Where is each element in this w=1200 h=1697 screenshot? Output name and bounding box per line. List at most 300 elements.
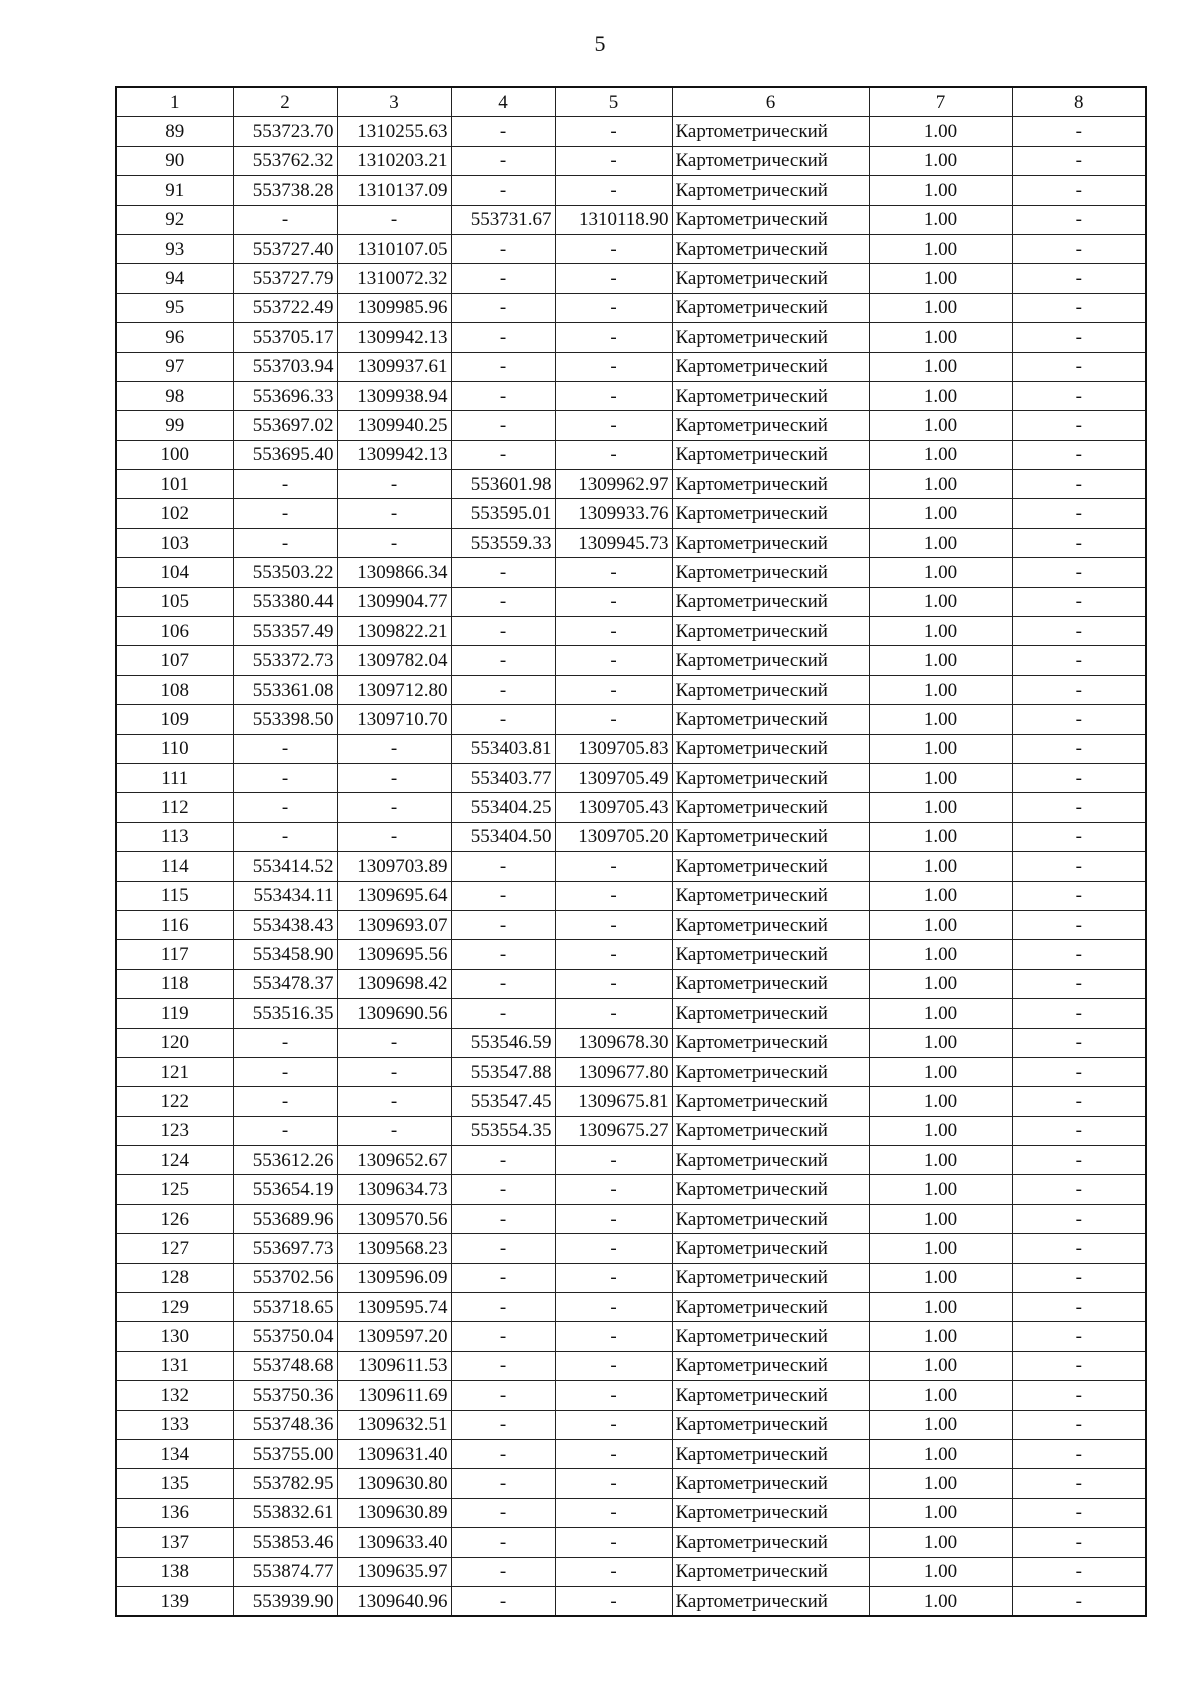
x-coordinate-alt-cell: 553547.45	[451, 1087, 555, 1116]
table-row	[116, 558, 1146, 587]
accuracy-cell: 1.00	[869, 1586, 1012, 1616]
note-cell: -	[1012, 1087, 1146, 1116]
y-coordinate-cell: 1309652.67	[337, 1146, 451, 1175]
x-coordinate-cell: 553380.44	[233, 587, 337, 616]
x-coordinate-cell: 553434.11	[233, 881, 337, 910]
accuracy-cell: 1.00	[869, 852, 1012, 881]
accuracy-cell: 1.00	[869, 881, 1012, 910]
note-cell: -	[1012, 1057, 1146, 1086]
x-coordinate-alt-cell: -	[451, 146, 555, 175]
note-cell: -	[1012, 1175, 1146, 1204]
point-number-cell: 116	[116, 910, 233, 939]
column-header: 5	[555, 87, 672, 117]
note-cell: -	[1012, 440, 1146, 469]
table-row	[116, 734, 1146, 763]
x-coordinate-cell: 553697.02	[233, 411, 337, 440]
y-coordinate-alt-cell: -	[555, 440, 672, 469]
accuracy-cell: 1.00	[869, 352, 1012, 381]
table-row	[116, 999, 1146, 1028]
y-coordinate-cell: -	[337, 499, 451, 528]
y-coordinate-alt-cell: -	[555, 910, 672, 939]
column-header: 3	[337, 87, 451, 117]
accuracy-cell: 1.00	[869, 969, 1012, 998]
point-number-cell: 117	[116, 940, 233, 969]
table-row	[116, 1116, 1146, 1145]
y-coordinate-alt-cell: -	[555, 1498, 672, 1527]
x-coordinate-cell: 553832.61	[233, 1498, 337, 1527]
note-cell: -	[1012, 1381, 1146, 1410]
y-coordinate-cell: 1309568.23	[337, 1234, 451, 1263]
x-coordinate-alt-cell: -	[451, 675, 555, 704]
y-coordinate-alt-cell: 1309675.81	[555, 1087, 672, 1116]
x-coordinate-cell: 553702.56	[233, 1263, 337, 1292]
y-coordinate-alt-cell: -	[555, 176, 672, 205]
table-row	[116, 1586, 1146, 1616]
point-number-cell: 115	[116, 881, 233, 910]
method-cell: Картометрический	[672, 763, 869, 792]
x-coordinate-cell: -	[233, 528, 337, 557]
method-cell: Картометрический	[672, 528, 869, 557]
table-row	[116, 1528, 1146, 1557]
point-number-cell: 133	[116, 1410, 233, 1439]
note-cell: -	[1012, 205, 1146, 234]
y-coordinate-alt-cell: -	[555, 999, 672, 1028]
table-row	[116, 411, 1146, 440]
method-cell: Картометрический	[672, 146, 869, 175]
y-coordinate-alt-cell: 1309933.76	[555, 499, 672, 528]
note-cell: -	[1012, 881, 1146, 910]
accuracy-cell: 1.00	[869, 528, 1012, 557]
y-coordinate-cell: -	[337, 470, 451, 499]
y-coordinate-alt-cell: 1309945.73	[555, 528, 672, 557]
column-header: 6	[672, 87, 869, 117]
table-row	[116, 528, 1146, 557]
y-coordinate-cell: 1309703.89	[337, 852, 451, 881]
y-coordinate-alt-cell: -	[555, 1410, 672, 1439]
method-cell: Картометрический	[672, 1204, 869, 1233]
y-coordinate-alt-cell: -	[555, 558, 672, 587]
point-number-cell: 129	[116, 1293, 233, 1322]
y-coordinate-cell: 1309597.20	[337, 1322, 451, 1351]
y-coordinate-alt-cell: 1310118.90	[555, 205, 672, 234]
y-coordinate-cell: 1309942.13	[337, 440, 451, 469]
y-coordinate-cell: 1309985.96	[337, 293, 451, 322]
x-coordinate-cell: -	[233, 793, 337, 822]
method-cell: Картометрический	[672, 1087, 869, 1116]
accuracy-cell: 1.00	[869, 763, 1012, 792]
method-cell: Картометрический	[672, 1028, 869, 1057]
method-cell: Картометрический	[672, 940, 869, 969]
method-cell: Картометрический	[672, 1116, 869, 1145]
y-coordinate-cell: 1309640.96	[337, 1586, 451, 1616]
accuracy-cell: 1.00	[869, 1498, 1012, 1527]
method-cell: Картометрический	[672, 617, 869, 646]
x-coordinate-alt-cell: 553404.25	[451, 793, 555, 822]
method-cell: Картометрический	[672, 411, 869, 440]
point-number-cell: 103	[116, 528, 233, 557]
y-coordinate-alt-cell: -	[555, 940, 672, 969]
accuracy-cell: 1.00	[869, 910, 1012, 939]
point-number-cell: 111	[116, 763, 233, 792]
note-cell: -	[1012, 1586, 1146, 1616]
method-cell: Картометрический	[672, 969, 869, 998]
method-cell: Картометрический	[672, 1263, 869, 1292]
y-coordinate-cell: 1309633.40	[337, 1528, 451, 1557]
note-cell: -	[1012, 793, 1146, 822]
point-number-cell: 134	[116, 1439, 233, 1468]
point-number-cell: 99	[116, 411, 233, 440]
y-coordinate-alt-cell: -	[555, 381, 672, 410]
method-cell: Картометрический	[672, 293, 869, 322]
x-coordinate-alt-cell: 553554.35	[451, 1116, 555, 1145]
y-coordinate-alt-cell: -	[555, 117, 672, 146]
point-number-cell: 96	[116, 323, 233, 352]
table-row	[116, 1439, 1146, 1468]
note-cell: -	[1012, 528, 1146, 557]
y-coordinate-alt-cell: 1309677.80	[555, 1057, 672, 1086]
table-row	[116, 793, 1146, 822]
y-coordinate-alt-cell: -	[555, 1322, 672, 1351]
method-cell: Картометрический	[672, 117, 869, 146]
x-coordinate-alt-cell: -	[451, 705, 555, 734]
point-number-cell: 139	[116, 1586, 233, 1616]
x-coordinate-alt-cell: -	[451, 940, 555, 969]
x-coordinate-alt-cell: -	[451, 1146, 555, 1175]
accuracy-cell: 1.00	[869, 1028, 1012, 1057]
x-coordinate-cell: 553697.73	[233, 1234, 337, 1263]
y-coordinate-cell: 1309710.70	[337, 705, 451, 734]
note-cell: -	[1012, 264, 1146, 293]
point-number-cell: 119	[116, 999, 233, 1028]
x-coordinate-cell: -	[233, 205, 337, 234]
x-coordinate-alt-cell: 553547.88	[451, 1057, 555, 1086]
note-cell: -	[1012, 1116, 1146, 1145]
accuracy-cell: 1.00	[869, 1351, 1012, 1380]
x-coordinate-cell: 553458.90	[233, 940, 337, 969]
x-coordinate-alt-cell: 553403.77	[451, 763, 555, 792]
point-number-cell: 120	[116, 1028, 233, 1057]
method-cell: Картометрический	[672, 1528, 869, 1557]
y-coordinate-cell: -	[337, 822, 451, 851]
x-coordinate-alt-cell: -	[451, 558, 555, 587]
note-cell: -	[1012, 1293, 1146, 1322]
y-coordinate-alt-cell: -	[555, 675, 672, 704]
x-coordinate-alt-cell: -	[451, 264, 555, 293]
x-coordinate-alt-cell: -	[451, 910, 555, 939]
y-coordinate-alt-cell: -	[555, 1528, 672, 1557]
method-cell: Картометрический	[672, 910, 869, 939]
y-coordinate-alt-cell: -	[555, 1146, 672, 1175]
y-coordinate-alt-cell: -	[555, 587, 672, 616]
x-coordinate-cell: 553750.36	[233, 1381, 337, 1410]
table-row	[116, 852, 1146, 881]
x-coordinate-cell: 553750.04	[233, 1322, 337, 1351]
x-coordinate-alt-cell: -	[451, 1322, 555, 1351]
x-coordinate-cell: 553853.46	[233, 1528, 337, 1557]
point-number-cell: 137	[116, 1528, 233, 1557]
note-cell: -	[1012, 558, 1146, 587]
point-number-cell: 98	[116, 381, 233, 410]
x-coordinate-cell: 553695.40	[233, 440, 337, 469]
y-coordinate-cell: 1309693.07	[337, 910, 451, 939]
x-coordinate-alt-cell: 553731.67	[451, 205, 555, 234]
x-coordinate-alt-cell: -	[451, 1410, 555, 1439]
y-coordinate-cell: -	[337, 793, 451, 822]
accuracy-cell: 1.00	[869, 1263, 1012, 1292]
x-coordinate-cell: 553361.08	[233, 675, 337, 704]
method-cell: Картометрический	[672, 1146, 869, 1175]
accuracy-cell: 1.00	[869, 940, 1012, 969]
accuracy-cell: 1.00	[869, 117, 1012, 146]
y-coordinate-cell: 1309698.42	[337, 969, 451, 998]
y-coordinate-cell: 1310072.32	[337, 264, 451, 293]
point-number-cell: 124	[116, 1146, 233, 1175]
y-coordinate-cell: 1309596.09	[337, 1263, 451, 1292]
y-coordinate-alt-cell: 1309678.30	[555, 1028, 672, 1057]
accuracy-cell: 1.00	[869, 1322, 1012, 1351]
method-cell: Картометрический	[672, 352, 869, 381]
y-coordinate-alt-cell: -	[555, 1293, 672, 1322]
point-number-cell: 123	[116, 1116, 233, 1145]
method-cell: Картометрический	[672, 1057, 869, 1086]
point-number-cell: 113	[116, 822, 233, 851]
method-cell: Картометрический	[672, 793, 869, 822]
accuracy-cell: 1.00	[869, 470, 1012, 499]
table-row	[116, 176, 1146, 205]
accuracy-cell: 1.00	[869, 323, 1012, 352]
method-cell: Картометрический	[672, 1439, 869, 1468]
note-cell: -	[1012, 293, 1146, 322]
x-coordinate-cell: 553516.35	[233, 999, 337, 1028]
table-row	[116, 969, 1146, 998]
point-number-cell: 125	[116, 1175, 233, 1204]
point-number-cell: 112	[116, 793, 233, 822]
table-row	[116, 1498, 1146, 1527]
note-cell: -	[1012, 323, 1146, 352]
note-cell: -	[1012, 1410, 1146, 1439]
point-number-cell: 93	[116, 234, 233, 263]
y-coordinate-cell: 1309695.56	[337, 940, 451, 969]
note-cell: -	[1012, 1263, 1146, 1292]
method-cell: Картометрический	[672, 1498, 869, 1527]
note-cell: -	[1012, 852, 1146, 881]
y-coordinate-cell: 1309635.97	[337, 1557, 451, 1586]
x-coordinate-cell: 553689.96	[233, 1204, 337, 1233]
point-number-cell: 89	[116, 117, 233, 146]
x-coordinate-cell: 553612.26	[233, 1146, 337, 1175]
x-coordinate-cell: -	[233, 499, 337, 528]
table-row	[116, 881, 1146, 910]
table-row	[116, 646, 1146, 675]
accuracy-cell: 1.00	[869, 617, 1012, 646]
y-coordinate-cell: 1310107.05	[337, 234, 451, 263]
accuracy-cell: 1.00	[869, 999, 1012, 1028]
y-coordinate-cell: 1309940.25	[337, 411, 451, 440]
x-coordinate-cell: 553723.70	[233, 117, 337, 146]
x-coordinate-cell: -	[233, 1087, 337, 1116]
accuracy-cell: 1.00	[869, 587, 1012, 616]
note-cell: -	[1012, 587, 1146, 616]
column-header: 1	[116, 87, 233, 117]
accuracy-cell: 1.00	[869, 705, 1012, 734]
x-coordinate-alt-cell: 553404.50	[451, 822, 555, 851]
x-coordinate-cell: -	[233, 1057, 337, 1086]
method-cell: Картометрический	[672, 264, 869, 293]
y-coordinate-cell: -	[337, 1057, 451, 1086]
note-cell: -	[1012, 352, 1146, 381]
note-cell: -	[1012, 470, 1146, 499]
y-coordinate-cell: 1309630.89	[337, 1498, 451, 1527]
x-coordinate-cell: 553738.28	[233, 176, 337, 205]
y-coordinate-alt-cell: -	[555, 1557, 672, 1586]
note-cell: -	[1012, 1146, 1146, 1175]
table-row	[116, 264, 1146, 293]
x-coordinate-alt-cell: 553595.01	[451, 499, 555, 528]
accuracy-cell: 1.00	[869, 1439, 1012, 1468]
table-body	[116, 117, 1146, 1616]
y-coordinate-alt-cell: -	[555, 646, 672, 675]
table-row	[116, 381, 1146, 410]
y-coordinate-alt-cell: -	[555, 264, 672, 293]
point-number-cell: 131	[116, 1351, 233, 1380]
x-coordinate-cell: 553874.77	[233, 1557, 337, 1586]
y-coordinate-cell: 1309822.21	[337, 617, 451, 646]
y-coordinate-alt-cell: -	[555, 1263, 672, 1292]
accuracy-cell: 1.00	[869, 1087, 1012, 1116]
point-number-cell: 126	[116, 1204, 233, 1233]
y-coordinate-cell: 1309782.04	[337, 646, 451, 675]
point-number-cell: 109	[116, 705, 233, 734]
point-number-cell: 128	[116, 1263, 233, 1292]
y-coordinate-alt-cell: -	[555, 293, 672, 322]
note-cell: -	[1012, 999, 1146, 1028]
y-coordinate-alt-cell: -	[555, 1586, 672, 1616]
table-row	[116, 1204, 1146, 1233]
y-coordinate-alt-cell: 1309962.97	[555, 470, 672, 499]
x-coordinate-cell: 553438.43	[233, 910, 337, 939]
x-coordinate-cell: 553727.79	[233, 264, 337, 293]
note-cell: -	[1012, 910, 1146, 939]
y-coordinate-alt-cell: -	[555, 411, 672, 440]
y-coordinate-alt-cell: -	[555, 1381, 672, 1410]
note-cell: -	[1012, 1204, 1146, 1233]
x-coordinate-alt-cell: -	[451, 1439, 555, 1468]
x-coordinate-cell: 553372.73	[233, 646, 337, 675]
y-coordinate-alt-cell: 1309705.43	[555, 793, 672, 822]
x-coordinate-alt-cell: -	[451, 1498, 555, 1527]
note-cell: -	[1012, 117, 1146, 146]
table-row	[116, 117, 1146, 146]
accuracy-cell: 1.00	[869, 822, 1012, 851]
note-cell: -	[1012, 1528, 1146, 1557]
accuracy-cell: 1.00	[869, 646, 1012, 675]
x-coordinate-alt-cell: -	[451, 646, 555, 675]
table-row	[116, 822, 1146, 851]
y-coordinate-alt-cell: -	[555, 234, 672, 263]
x-coordinate-alt-cell: -	[451, 1557, 555, 1586]
method-cell: Картометрический	[672, 1586, 869, 1616]
method-cell: Картометрический	[672, 822, 869, 851]
point-number-cell: 132	[116, 1381, 233, 1410]
x-coordinate-alt-cell: -	[451, 176, 555, 205]
x-coordinate-alt-cell: -	[451, 1528, 555, 1557]
y-coordinate-cell: -	[337, 763, 451, 792]
x-coordinate-cell: 553748.36	[233, 1410, 337, 1439]
x-coordinate-alt-cell: -	[451, 999, 555, 1028]
accuracy-cell: 1.00	[869, 234, 1012, 263]
accuracy-cell: 1.00	[869, 176, 1012, 205]
y-coordinate-cell: 1309595.74	[337, 1293, 451, 1322]
table-row	[116, 234, 1146, 263]
x-coordinate-alt-cell: -	[451, 440, 555, 469]
point-number-cell: 92	[116, 205, 233, 234]
y-coordinate-alt-cell: -	[555, 146, 672, 175]
table-row	[116, 587, 1146, 616]
y-coordinate-alt-cell: -	[555, 1234, 672, 1263]
x-coordinate-alt-cell: -	[451, 323, 555, 352]
y-coordinate-alt-cell: -	[555, 1439, 672, 1468]
method-cell: Картометрический	[672, 470, 869, 499]
y-coordinate-cell: 1310203.21	[337, 146, 451, 175]
x-coordinate-cell: -	[233, 1116, 337, 1145]
page-number: 5	[594, 31, 606, 56]
accuracy-cell: 1.00	[869, 499, 1012, 528]
note-cell: -	[1012, 234, 1146, 263]
table-row	[116, 705, 1146, 734]
y-coordinate-alt-cell: 1309705.83	[555, 734, 672, 763]
accuracy-cell: 1.00	[869, 1293, 1012, 1322]
x-coordinate-alt-cell: -	[451, 1175, 555, 1204]
table-row	[116, 146, 1146, 175]
y-coordinate-alt-cell: -	[555, 705, 672, 734]
point-number-cell: 97	[116, 352, 233, 381]
column-header: 4	[451, 87, 555, 117]
table-row	[116, 1234, 1146, 1263]
x-coordinate-cell: 553762.32	[233, 146, 337, 175]
point-number-cell: 135	[116, 1469, 233, 1498]
method-cell: Картометрический	[672, 499, 869, 528]
method-cell: Картометрический	[672, 1322, 869, 1351]
y-coordinate-cell: 1309937.61	[337, 352, 451, 381]
point-number-cell: 91	[116, 176, 233, 205]
point-number-cell: 102	[116, 499, 233, 528]
x-coordinate-cell: 553478.37	[233, 969, 337, 998]
x-coordinate-cell: 553398.50	[233, 705, 337, 734]
accuracy-cell: 1.00	[869, 1528, 1012, 1557]
table-row	[116, 910, 1146, 939]
point-number-cell: 106	[116, 617, 233, 646]
x-coordinate-cell: -	[233, 470, 337, 499]
table-row	[116, 293, 1146, 322]
note-cell: -	[1012, 969, 1146, 998]
point-number-cell: 127	[116, 1234, 233, 1263]
method-cell: Картометрический	[672, 558, 869, 587]
note-cell: -	[1012, 499, 1146, 528]
x-coordinate-cell: 553718.65	[233, 1293, 337, 1322]
x-coordinate-cell: -	[233, 1028, 337, 1057]
table-row	[116, 1057, 1146, 1086]
note-cell: -	[1012, 411, 1146, 440]
method-cell: Картометрический	[672, 440, 869, 469]
method-cell: Картометрический	[672, 587, 869, 616]
x-coordinate-alt-cell: -	[451, 117, 555, 146]
y-coordinate-alt-cell: 1309705.49	[555, 763, 672, 792]
method-cell: Картометрический	[672, 852, 869, 881]
x-coordinate-alt-cell: -	[451, 1351, 555, 1380]
point-number-cell: 105	[116, 587, 233, 616]
accuracy-cell: 1.00	[869, 1410, 1012, 1439]
x-coordinate-cell: -	[233, 734, 337, 763]
